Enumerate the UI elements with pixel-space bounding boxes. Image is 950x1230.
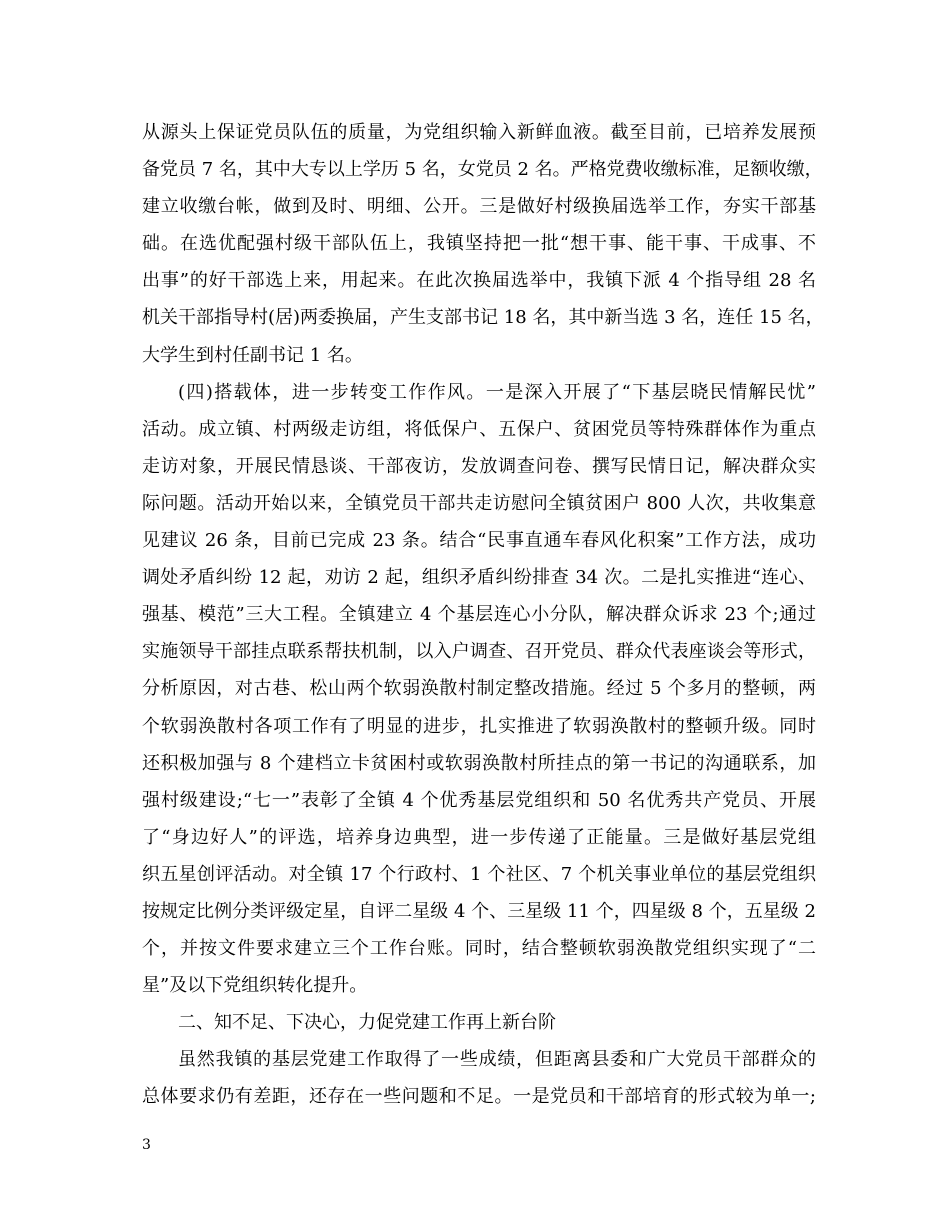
text-line: 星”及以下党组织转化提升。 <box>142 975 368 997</box>
text-line: 际问题。活动开始以来，全镇党员干部共走访慰问全镇贫困户 800 人次，共收集意 <box>142 492 816 514</box>
text-line: 走访对象，开展民情恳谈、干部夜访，发放调查问卷、撰写民情日记，解决群众实 <box>142 455 816 477</box>
text-line: 个，并按文件要求建立三个工作台账。同时，结合整顿软弱涣散党组织实现了“二 <box>142 938 816 960</box>
text-line: 还积极加强与 8 个建档立卡贫困村或软弱涣散村所挂点的第一书记的沟通联系，加 <box>142 752 816 774</box>
text-line: 活动。成立镇、村两级走访组，将低保户、五保户、贫困党员等特殊群体作为重点 <box>142 418 816 440</box>
text-line: 大学生到村任副书记 1 名。 <box>142 344 363 366</box>
text-line: 按规定比例分类评级定星，自评二星级 4 个、三星级 11 个，四星级 8 个，五星级 2 <box>142 900 816 922</box>
text-line: 出事”的好干部选上来，用起来。在此次换届选举中，我镇下派 4 个指导组 28 名 <box>142 270 816 292</box>
text-line: 建立收缴台帐，做到及时、明细、公开。三是做好村级换届选举工作，夯实干部基 <box>142 196 816 218</box>
document-body <box>142 114 824 1116</box>
text-line: 分析原因，对古巷、松山两个软弱涣散村制定整改措施。经过 5 个多月的整顿，两 <box>142 678 816 700</box>
text-line: (四)搭载体，进一步转变工作作风。一是深入开展了“下基层晓民情解民忧” <box>178 381 816 403</box>
text-line: 实施领导干部挂点联系帮扶机制，以入户调查、召开党员、群众代表座谈会等形式， <box>142 641 816 663</box>
text-line: 强基、模范”三大工程。全镇建立 4 个基层连心小分队，解决群众诉求 23 个;通过 <box>142 604 816 626</box>
text-line: 个软弱涣散村各项工作有了明显的进步，扎实推进了软弱涣散村的整顿升级。同时 <box>142 715 816 737</box>
text-line: 备党员 7 名，其中大专以上学历 5 名，女党员 2 名。严格党费收缴标准，足额收缴， <box>142 159 823 181</box>
text-line: 从源头上保证党员队伍的质量，为党组织输入新鲜血液。截至目前，已培养发展预 <box>142 122 816 143</box>
text-line: 二、知不足、下决心，力促党建工作再上新台阶 <box>178 1012 556 1034</box>
text-line: 了“身边好人”的评选，培养身边典型，进一步传递了正能量。三是做好基层党组 <box>142 826 816 848</box>
text-line: 础。在选优配强村级干部队伍上，我镇坚持把一批“想干事、能干事、干成事、不 <box>142 233 816 255</box>
text-line: 强村级建设;“七一”表彰了全镇 4 个优秀基层党组织和 50 名优秀共产党员、开展 <box>142 789 816 811</box>
text-line: 机关干部指导村(居)两委换届，产生支部书记 18 名，其中新当选 3 名，连任 15 名， <box>142 307 824 329</box>
text-line: 见建议 26 条，目前已完成 23 条。结合“民事直通车春风化积案”工作方法，成功 <box>142 530 816 552</box>
text-line: 织五星创评活动。对全镇 17 个行政村、1 个社区、7 个机关事业单位的基层党组织 <box>142 863 816 885</box>
text-line: 总体要求仍有差距，还存在一些问题和不足。一是党员和干部培育的形式较为单一; <box>142 1086 816 1108</box>
text-line: 调处矛盾纠纷 12 起，劝访 2 起，组织矛盾纠纷排查 34 次。二是扎实推进“连心、 <box>142 567 816 589</box>
text-line: 虽然我镇的基层党建工作取得了一些成绩，但距离县委和广大党员干部群众的 <box>178 1049 816 1071</box>
page-number: 3 <box>142 1137 151 1153</box>
